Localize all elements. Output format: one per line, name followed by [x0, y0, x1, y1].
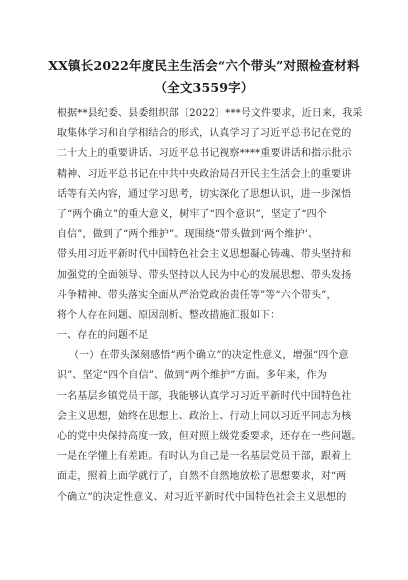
paragraph-line: （一）在带头深刻感悟“两个确立”的决定性意义，增强“四个意 [69, 350, 349, 362]
paragraph-line: 心的党中央保持高度一致，但对照上级党委要求，还存在一些问题。 [57, 431, 362, 442]
paragraph-line: 自信”，做到了“两个维护”。现围绕“带头做到‘两个维护’、 [57, 229, 319, 241]
paragraph-line: 二十大上的重要讲话、习近平总书记视察****重要讲话和指示批示 [57, 148, 352, 160]
paragraph-line: 将个人存在问题、原因剖析、整改措施汇报如下： [57, 309, 281, 321]
paragraph-line: 会主义思想，始终在思想上、政治上、行动上同以习近平同志为核 [57, 410, 352, 422]
paragraph-line: 加强党的全面领导、带头坚持以人民为中心的发展思想、带头发扬 [57, 269, 352, 281]
section-heading: 一、存在的问题不足 [57, 330, 149, 342]
paragraph-line: 个确立”的决定性意义、对习近平新时代中国特色社会主义思想的 [57, 491, 347, 503]
paragraph-line: 带头用习近平新时代中国特色社会主义思想凝心铸魂、带头坚持和 [57, 249, 352, 261]
paragraph-line: 一是在学懂上有差距。有时认为自己是一名基层党员干部，跟着上 [57, 451, 352, 463]
paragraph-line: 精神、习近平总书记在中共中央政治局召开民主生活会上的重要讲 [57, 168, 352, 180]
paragraph-line: 话等有关内容，通过学习思考，切实深化了思想认识，进一步深悟 [57, 188, 352, 200]
paragraph-line: 斗争精神、带头落实全面从严治党政治责任等”等“六个带头”， [57, 289, 337, 301]
document-title: XX镇长2022年度民主生活会“六个带头”对照检查材料 [48, 58, 360, 73]
paragraph-line: 一名基层乡镇党员干部，我能够认真学习习近平新时代中国特色社 [57, 390, 352, 402]
paragraph-line: 取集体学习和自学相结合的形式，认真学习了习近平总书记在党的 [57, 128, 352, 140]
paragraph-line: 识”、坚定“四个自信”、做到“两个维护”方面。多年来，作为 [57, 370, 327, 382]
paragraph-line: 面走，照着上面学就行了，自然不自然地放松了思想要求，对“两 [57, 471, 347, 483]
document-body [57, 104, 363, 508]
document-subtitle: （全文3559字） [154, 80, 254, 95]
paragraph-line: 了“两个确立”的重大意义，树牢了“四个意识”，坚定了“四个 [57, 208, 327, 220]
paragraph-line: 根据**县纪委、县委组织部〔2022〕***号文件要求，近日来，我采 [57, 108, 363, 119]
